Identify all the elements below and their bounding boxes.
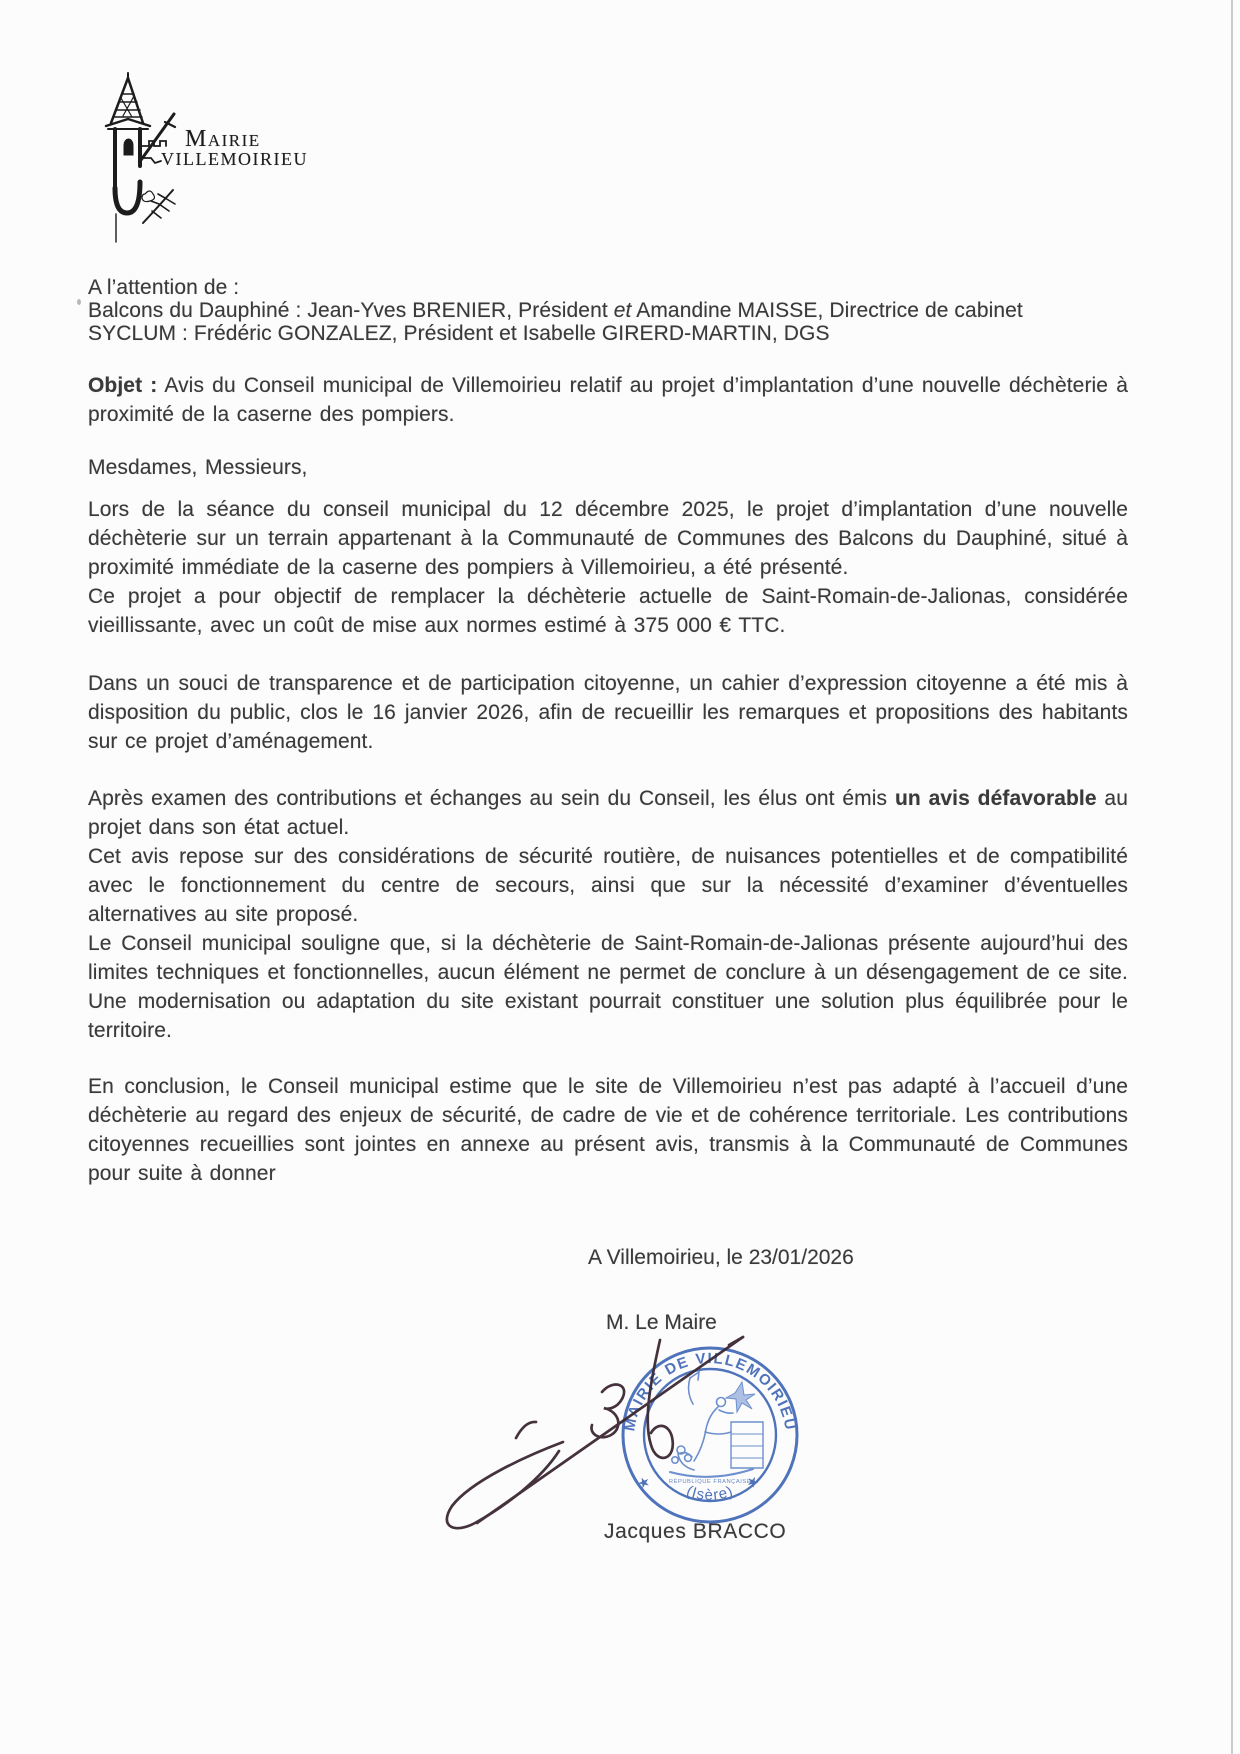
recipient-line-2: SYCLUM : Frédéric GONZALEZ, Président et Isabelle GIRERD-MARTIN, DGS <box>88 322 830 345</box>
paragraph-1a: Lors de la séance du conseil municipal du 12 décembre 2025, le projet d’implantation d’une nouvelle déchèterie sur un terrain appartenant à la Communauté de Communes des Balcons du Dauphiné, situé à proximité immédiate de la caserne des pompiers à Villemoirieu, a été présenté. <box>88 498 1128 579</box>
paragraph-3c: Le Conseil municipal souligne que, si la déchèterie de Saint-Romain-de-Jalionas présente aujourd’hui des limites techniques et fonctionnelles, aucun élément ne permet de conclure à un désengagement de ce site. Une modernisation ou adaptation du site existant pourrait constituer une solution plus équilibrée pour le territoire. <box>88 932 1128 1042</box>
paragraph-3a: Après examen des contributions et échanges au sein du Conseil, les élus ont émis un avis défavorable au projet dans son état actuel. <box>88 787 1128 839</box>
stamp-center-caption: RÉPUBLIQUE FRANÇAISE <box>668 1479 752 1485</box>
paragraph-2: Dans un souci de transparence et de participation citoyenne, un cahier d’expression citoyenne a été mis à disposition du public, clos le 16 janvier 2026, afin de recueillir les remarques et propositions des habitants sur ce projet d’aménagement. <box>88 672 1128 753</box>
place-date-line: A Villemoirieu, le 23/01/2026 <box>588 1246 854 1269</box>
stamp-star-left: ★ <box>634 1472 653 1493</box>
paragraph-3 <box>88 784 1128 1045</box>
recipients-block <box>88 276 1148 345</box>
logo-city-name: VILLEMOIRIEU <box>161 149 308 169</box>
et-italic: et <box>613 299 632 322</box>
stamp-ring-text: MAIRIE DE VILLEMOIRIEU <box>621 1350 799 1433</box>
attention-label: A l’attention de : <box>88 276 240 299</box>
signer-name: Jacques BRACCO <box>604 1520 787 1543</box>
paragraph-4: En conclusion, le Conseil municipal estime que le site de Villemoirieu n’est pas adapté à l’accueil d’une déchèterie au regard des enjeux de sécurité, de cadre de vie et de cohérence territoriale. Les contributions citoyennes recueillies sont jointes en annexe au présent avis, transmis à la Communauté de Communes pour suite à donner <box>88 1075 1128 1185</box>
signer-title: M. Le Maire <box>606 1311 717 1334</box>
stamp-department-text: (Isère) <box>684 1482 736 1504</box>
avis-defavorable-bold: un avis défavorable <box>894 787 1097 810</box>
logo-org-name: Mairie <box>185 126 261 152</box>
handwritten-signature <box>430 1330 770 1540</box>
subject-text: Avis du Conseil municipal de Villemoirieu relatif au projet d’implantation d’une nouvelle déchèterie à proximité de la caserne des pompiers. <box>88 374 1128 426</box>
paragraph-1b: Ce projet a pour objectif de remplacer la déchèterie actuelle de Saint-Romain-de-Jalionas, considérée vieillissante, avec un coût de mise aux normes estimé à 375 000 € TTC. <box>88 585 1128 637</box>
stamp-star-right: ★ <box>743 1471 762 1492</box>
salutation: Mesdames, Messieurs, <box>88 456 308 479</box>
paragraph-3b: Cet avis repose sur des considérations de sécurité routière, de nuisances potentielles et de compatibilité avec le fonctionnement du centre de secours, ainsi que sur la nécessité d’examiner d’éventuelles alternatives au site proposé. <box>88 845 1128 926</box>
subject-block <box>88 371 1128 429</box>
paragraph-1 <box>88 495 1128 640</box>
scan-edge-line <box>1231 0 1233 1754</box>
scan-speck <box>77 299 81 305</box>
recipient-line-1: Balcons du Dauphiné : Jean-Yves BRENIER, Président et Amandine MAISSE, Directrice de cabinet <box>88 299 1023 322</box>
subject-label: Objet : <box>88 374 158 397</box>
